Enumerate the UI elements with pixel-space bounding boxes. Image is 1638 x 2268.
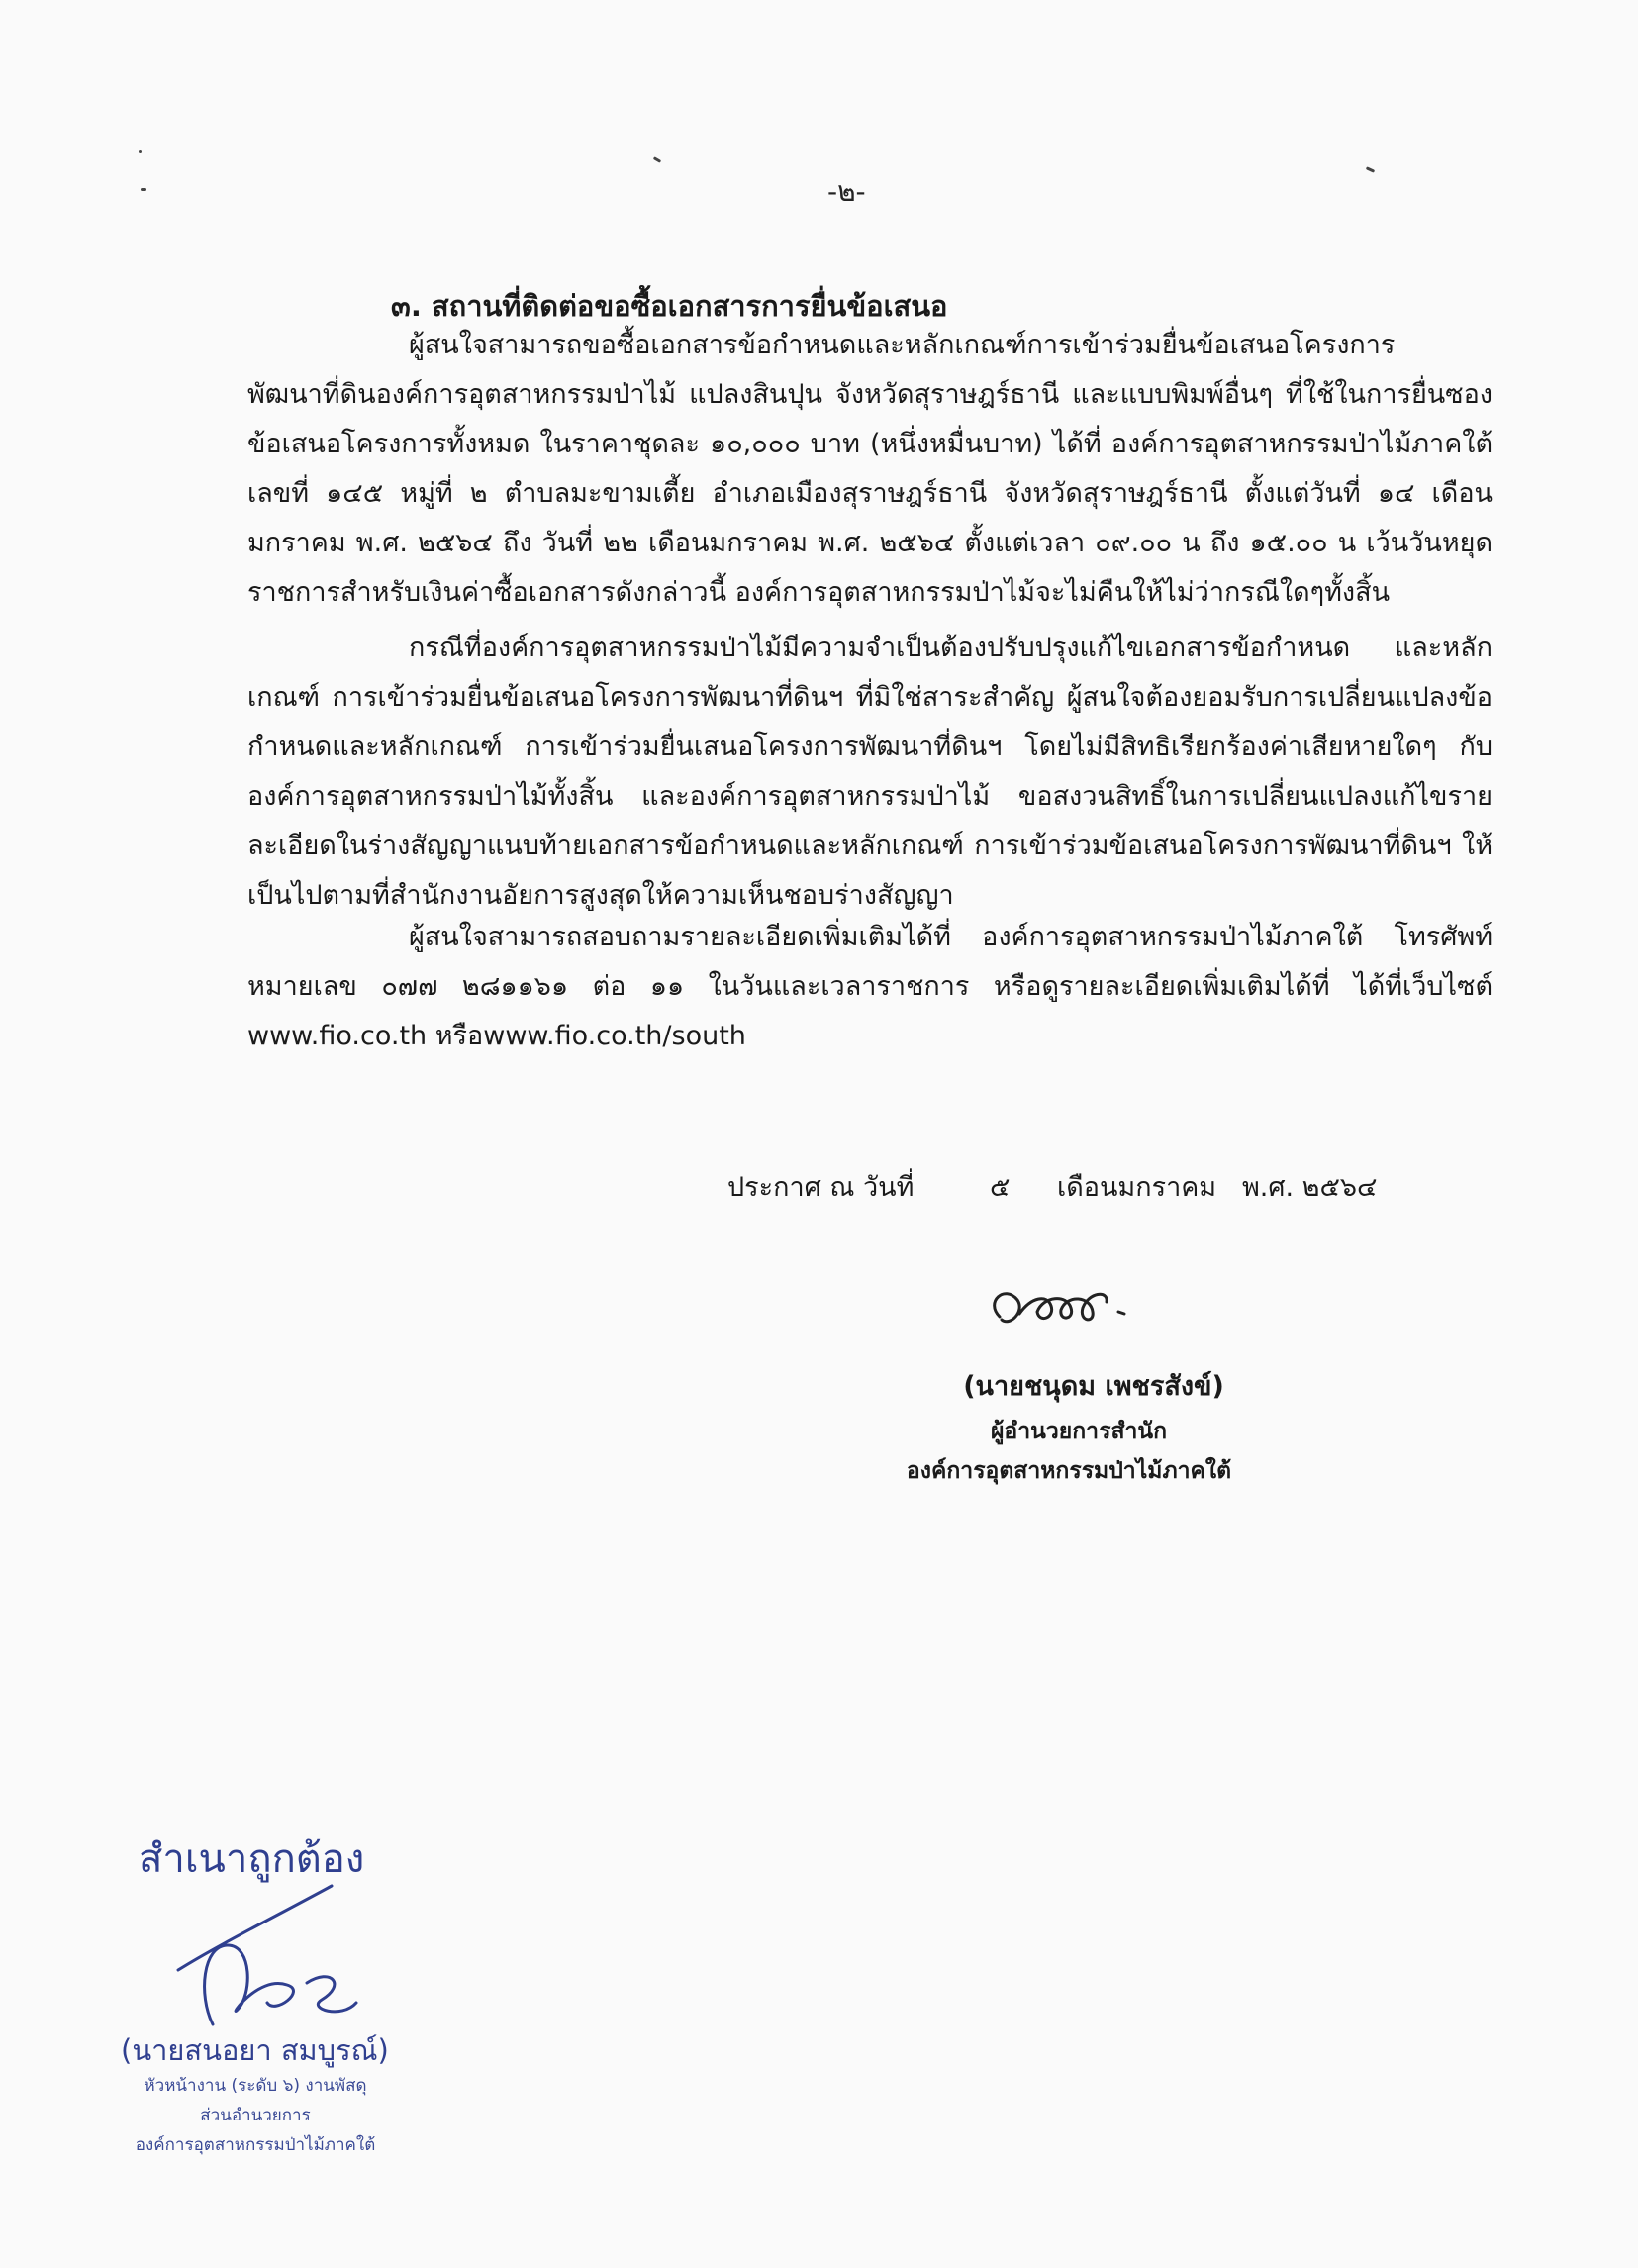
signatory-name: (นายชนุดม เพชรสังข์) — [963, 1371, 1224, 1402]
paragraph-text: ผู้สนใจสามารถขอซื้อเอกสารข้อกำหนดและหลักเกณฑ์การเข้าร่วมยื่นข้อเสนอโครงการพัฒนาที่ดินองค์การอุตสาหกรรมป่าไม้ แปลงสินปุน จังหวัดสุราษฎร์ธานี และแบบพิมพ์อื่นๆ ที่ใช้ในการยื่นซองข้อเสนอโครงการทั้งหมด ในราคาชุดละ ๑๐,๐๐๐ บาท (หนึ่งหมื่นบาท) ได้ที่ องค์การอุตสาหกรรมป่าไม้ภาคใต้ เลขที่ ๑๔๕ หมู่ที่ ๒ ตำบลมะขามเตี้ย อำเภอเมืองสุราษฎร์ธานี จังหวัดสุราษฎร์ธานี ตั้งแต่วันที่ ๑๔ เดือนมกราคม พ.ศ. ๒๕๖๔ ถึง วันที่ ๒๒ เดือนมกราคม พ.ศ. ๒๕๖๔ ตั้งแต่เวลา ๐๙.๐๐ น ถึง ๑๕.๐๐ น เว้นวันหยุดราชการสำหรับเงินค่าซื้อเอกสารดังกล่าวนี้ องค์การอุตสาหกรรมป่าไม้จะไม่คืนให้ไม่ว่ากรณีใดๆทั้งสิ้น — [247, 330, 1493, 608]
paragraph-text: ผู้สนใจสามารถสอบถามรายละเอียดเพิ่มเติมได้ที่ องค์การอุตสาหกรรมป่าไม้ภาคใต้ โทรศัพท์หมายเลข ๐๗๗ ๒๘๑๑๖๑ ต่อ ๑๑ ในวันและเวลาราชการ หรือดูรายละเอียดเพิ่มเติมได้ที่ ได้ที่เว็บไซต์ www.fio.co.th หรือwww.fio.co.th/south — [247, 922, 1493, 1051]
certifier-name: (นายสนอยา สมบูรณ์) — [121, 2033, 389, 2067]
paragraph-amendment-notice — [247, 624, 1493, 921]
certifier-signature — [158, 1876, 396, 2034]
signatory-position: ผู้อำนวยการสำนัก — [990, 1419, 1168, 1444]
page-number: -๒- — [827, 175, 866, 208]
certifier-position: หัวหน้างาน (ระดับ ๖) งานพัสดุ — [144, 2076, 367, 2096]
announcement-prefix: ประกาศ ณ วันที่ — [727, 1172, 915, 1203]
certifier-division: ส่วนอำนวยการ — [200, 2106, 311, 2125]
scan-speck — [1366, 166, 1375, 173]
certifier-organization: องค์การอุตสาหกรรมป่าไม้ภาคใต้ — [135, 2135, 376, 2155]
paragraph-purchase-info — [247, 321, 1493, 618]
signatory-organization: องค์การอุตสาหกรรมป่าไม้ภาคใต้ — [906, 1458, 1232, 1484]
announcement-day: ๕ — [990, 1172, 1011, 1203]
announcement-month: เดือนมกราคม — [1057, 1172, 1217, 1203]
certified-copy-stamp-title: สำเนาถูกต้อง — [139, 1836, 365, 1882]
section-heading: ๓. สถานที่ติดต่อขอซื้อเอกสารการยื่นข้อเสนอ — [391, 289, 948, 323]
scan-speck — [139, 150, 142, 153]
paragraph-text: กรณีที่องค์การอุตสาหกรรมป่าไม้มีความจำเป็นต้องปรับปรุงแก้ไขเอกสารข้อกำหนด และหลักเกณฑ์ การเข้าร่วมยื่นข้อเสนอโครงการพัฒนาที่ดินฯ ที่มิใช่สาระสำคัญ ผู้สนใจต้องยอมรับการเปลี่ยนแปลงข้อกำหนดและหลักเกณฑ์ การเข้าร่วมยื่นเสนอโครงการพัฒนาที่ดินฯ โดยไม่มีสิทธิเรียกร้องค่าเสียหายใดๆ กับองค์การอุตสาหกรรมป่าไม้ทั้งสิ้น และองค์การอุตสาหกรรมป่าไม้ ขอสงวนสิทธิ์ในการเปลี่ยนแปลงแก้ไขรายละเอียดในร่างสัญญาแนบท้ายเอกสารข้อกำหนดและหลักเกณฑ์ การเข้าร่วมข้อเสนอโครงการพัฒนาที่ดินฯ ให้เป็นไปตามที่สำนักงานอัยการสูงสุดให้ความเห็นชอบร่างสัญญา — [247, 633, 1493, 911]
announcement-year: พ.ศ. ๒๕๖๔ — [1242, 1172, 1378, 1203]
scan-speck — [653, 156, 661, 163]
director-signature — [980, 1272, 1153, 1341]
scan-speck — [141, 188, 146, 191]
paragraph-contact-info — [247, 913, 1493, 1061]
